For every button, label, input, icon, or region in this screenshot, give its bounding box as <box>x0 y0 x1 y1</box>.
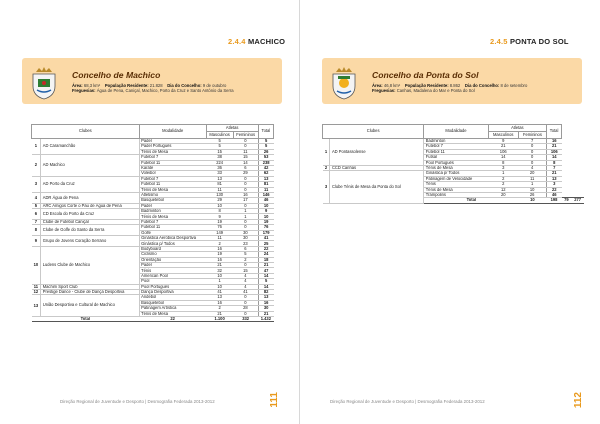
female-count: 20 <box>518 171 546 176</box>
male-count: 19 <box>206 252 233 257</box>
modality: Futebol 7 <box>424 144 488 149</box>
modality: Padel <box>139 203 206 208</box>
row-total: 42 <box>258 165 273 170</box>
area-value: 46,8 km² <box>383 83 401 88</box>
modality: Futebol 7 <box>139 219 206 224</box>
male-count: 19 <box>206 219 233 224</box>
row-total: 5 <box>258 139 273 144</box>
parishes-value: Água de Pena, Caniçal, Machico, Porto da Cruz e Santo António da Serra <box>96 88 234 94</box>
male-count: 10 <box>206 273 233 278</box>
club-name: AD Machico <box>41 155 139 177</box>
page-footer: Direção Regional de Juventude e Desporto | Desmografia Federada 2013-2012 <box>60 399 215 404</box>
male-count: 1 <box>206 279 233 284</box>
row-total: 106 <box>547 149 562 154</box>
col-femininos: Femininos <box>518 132 546 139</box>
row-total: 3 <box>547 182 562 187</box>
area-label: Área: <box>372 83 383 88</box>
total-label: Total <box>32 316 140 321</box>
female-count: 6 <box>233 165 258 170</box>
row-total: 10 <box>258 214 273 219</box>
female-count: 0 <box>518 160 546 165</box>
female-count: 4 <box>233 279 258 284</box>
row-total: 25 <box>258 241 273 246</box>
modality: Trampolins <box>424 192 488 197</box>
club-name: CD Escola do Porto da Cruz <box>41 209 139 220</box>
row-total: 81 <box>258 182 273 187</box>
total-row <box>32 316 274 321</box>
row-total: 19 <box>258 219 273 224</box>
col-masculinos: Masculinos <box>206 132 233 139</box>
male-count: 21 <box>206 311 233 316</box>
row-total: 16 <box>258 300 273 305</box>
female-count: 26 <box>518 192 546 197</box>
male-count: 33 <box>206 171 233 176</box>
population-value: 8.862 <box>449 83 461 88</box>
municipality-info <box>372 83 577 93</box>
club-name: AD Pontassolense <box>330 139 424 166</box>
club-name: AD Porto da Cruz <box>41 176 139 192</box>
modality: Futebol 11 <box>139 182 206 187</box>
row-total: 14 <box>258 284 273 289</box>
female-count: 1 <box>233 214 258 219</box>
female-count: 16 <box>233 192 258 197</box>
col-atletas: Atletas <box>206 125 258 132</box>
banner-title: Concelho de Machico <box>72 70 161 80</box>
male-count: 16 <box>206 246 233 251</box>
female-count: 11 <box>518 176 546 181</box>
male-count: 130 <box>206 192 233 197</box>
female-count: 14 <box>233 160 258 165</box>
row-total: 21 <box>258 263 273 268</box>
female-count: 0 <box>233 263 258 268</box>
modality: Patinagem de Velocidade <box>424 176 488 181</box>
club-name: Clube de Futebol Caniçal <box>41 219 139 224</box>
col-clubes: Clubes <box>323 125 424 139</box>
modality: Ténis de Mesa <box>424 187 488 192</box>
total-label: Total <box>424 198 519 203</box>
male-count: 13 <box>206 295 233 300</box>
male-count: 10 <box>206 203 233 208</box>
total-female: 79 <box>562 198 572 203</box>
modality: Orientação <box>139 257 206 262</box>
clubs-table <box>31 124 274 322</box>
modality: Ciclismo <box>139 252 206 257</box>
club-number: 4 <box>32 192 41 203</box>
male-count: 2 <box>488 176 518 181</box>
page-number: 111 <box>269 392 280 408</box>
total-clubs: 22 <box>139 316 206 321</box>
modality: Basquetebol <box>139 300 206 305</box>
col-atletas: Atletas <box>488 125 546 132</box>
male-count: 5 <box>206 144 233 149</box>
row-total: 24 <box>258 252 273 257</box>
day-value: 8 de setembro <box>500 83 528 88</box>
male-count: 15 <box>206 149 233 154</box>
modality: Voleibol <box>139 171 206 176</box>
page-ponta-do-sol <box>300 0 600 424</box>
male-count: 11 <box>206 236 233 241</box>
total-clubs: 10 <box>518 198 546 203</box>
male-count: 224 <box>206 160 233 165</box>
row-total: 10 <box>258 203 273 208</box>
female-count: 0 <box>233 187 258 192</box>
row-total: 14 <box>547 155 562 160</box>
female-count: 23 <box>233 241 258 246</box>
row-total: 21 <box>258 311 273 316</box>
female-count: 0 <box>518 149 546 154</box>
club-name: Clube Ténis de Mesa da Ponta do Sol <box>330 171 424 203</box>
row-total: 21 <box>547 144 562 149</box>
row-total: 47 <box>258 268 273 273</box>
female-count: 15 <box>233 155 258 160</box>
banner-title: Concelho da Ponta do Sol <box>372 70 479 80</box>
modality: Atletismo <box>139 192 206 197</box>
club-name: União Desportiva e Cultural de Machico <box>41 295 139 317</box>
female-count: 0 <box>233 144 258 149</box>
female-count: 0 <box>233 139 258 144</box>
female-count: 0 <box>518 155 546 160</box>
club-number: 8 <box>32 225 41 236</box>
male-count: 29 <box>206 198 233 203</box>
row-total: 5 <box>258 279 273 284</box>
section-name: MACHICO <box>247 37 286 46</box>
municipality-info <box>72 83 277 93</box>
row-total: 26 <box>258 149 273 154</box>
clubs-table <box>322 124 584 204</box>
club-number: 3 <box>32 176 41 192</box>
female-count: 0 <box>233 219 258 224</box>
section-number: 2.4.5 <box>490 37 508 46</box>
modality: Basquetebol <box>139 198 206 203</box>
male-count: 76 <box>206 225 233 230</box>
club-number: 1 <box>323 139 330 166</box>
modality: Pool Português <box>424 160 488 165</box>
municipality-banner <box>22 58 282 104</box>
club-number: 12 <box>32 289 41 294</box>
row-total: 22 <box>258 246 273 251</box>
modality: Ténis de Mesa <box>139 311 206 316</box>
modality: Futsal <box>424 155 488 160</box>
male-count: 149 <box>206 230 233 235</box>
col-total: Total <box>547 125 562 139</box>
club-name: CCD Canhas <box>330 165 424 170</box>
modality: Badminton <box>139 209 206 214</box>
population-value: 21.828 <box>149 83 163 88</box>
club-name: Prestige Dance - Clube de Dança Desportiva <box>41 289 139 294</box>
modality: Ténis de Mesa <box>424 165 488 170</box>
modality: Pool <box>139 279 206 284</box>
male-count: 81 <box>206 182 233 187</box>
section-title <box>228 37 285 46</box>
row-total: 41 <box>258 236 273 241</box>
female-count: 41 <box>233 289 258 294</box>
modality: American Pool <box>139 273 206 278</box>
modality: Padel <box>139 263 206 268</box>
male-count: 32 <box>206 268 233 273</box>
modality: Dança Desportiva <box>139 289 206 294</box>
female-count: 15 <box>233 268 258 273</box>
club-name: Ludens Clube de Machico <box>41 246 139 284</box>
row-total: 238 <box>258 160 273 165</box>
modality: Futebol 11 <box>139 160 206 165</box>
male-count: 21 <box>488 144 518 149</box>
total-male: 198 <box>547 198 562 203</box>
row-total: 53 <box>258 155 273 160</box>
club-number: 3 <box>323 171 330 203</box>
row-total: 13 <box>547 176 562 181</box>
female-count: 30 <box>233 230 258 235</box>
female-count: 4 <box>518 165 546 170</box>
row-total: 14 <box>258 273 273 278</box>
female-count: 1 <box>518 182 546 187</box>
modality: Padel <box>139 139 206 144</box>
female-count: 29 <box>233 171 258 176</box>
female-count: 1 <box>233 209 258 214</box>
male-count: 5 <box>206 139 233 144</box>
male-count: 9 <box>488 139 518 144</box>
row-total: 30 <box>258 306 273 311</box>
grand-total: 1.432 <box>258 316 273 321</box>
col-femininos: Femininos <box>233 132 258 139</box>
day-label: Dia do Concelho: <box>167 83 202 88</box>
male-count: 8 <box>206 209 233 214</box>
modality: Ténis de Mesa <box>139 214 206 219</box>
male-count: 13 <box>206 176 233 181</box>
row-total: 13 <box>258 176 273 181</box>
row-total: 146 <box>258 192 273 197</box>
modality: Futebol 11 <box>424 149 488 154</box>
male-count: 12 <box>488 187 518 192</box>
modality: Andebol <box>139 295 206 300</box>
club-number: 7 <box>32 219 41 224</box>
col-modalidade: Modalidade <box>139 125 206 139</box>
club-name: Clube de Golfe do Santo da Serra <box>41 225 139 236</box>
club-number: 6 <box>32 209 41 220</box>
club-number: 2 <box>32 155 41 177</box>
day-label: Dia do Concelho: <box>464 83 500 88</box>
male-count: 36 <box>206 165 233 170</box>
row-total: 13 <box>258 295 273 300</box>
row-total: 46 <box>547 192 562 197</box>
row-total: 9 <box>258 209 273 214</box>
population-label: População Residente: <box>104 83 149 88</box>
female-count: 17 <box>233 198 258 203</box>
female-count: 11 <box>233 149 258 154</box>
male-count: 21 <box>206 263 233 268</box>
club-name: Grupo de Jovens Coração Serrano <box>41 236 139 247</box>
parishes-value: Canhas, Madalena do Mar e Ponta do Sol <box>396 88 475 94</box>
total-female: 332 <box>233 316 258 321</box>
modality: Ténis <box>424 182 488 187</box>
male-count: 38 <box>206 155 233 160</box>
male-count: 8 <box>488 160 518 165</box>
male-count: 20 <box>488 192 518 197</box>
modality: Pool Português <box>139 284 206 289</box>
row-total: 62 <box>258 171 273 176</box>
female-count: 0 <box>233 225 258 230</box>
total-male: 1.100 <box>206 316 233 321</box>
row-total: 18 <box>258 257 273 262</box>
female-count: 7 <box>518 139 546 144</box>
female-count: 0 <box>233 203 258 208</box>
modality: Karaté <box>139 165 206 170</box>
modality: Ténis de Mesa <box>139 187 206 192</box>
coat-of-arms-icon <box>328 66 360 100</box>
club-number: 11 <box>32 284 41 289</box>
male-count: 16 <box>206 257 233 262</box>
modality: Futebol 7 <box>139 155 206 160</box>
male-count: 16 <box>206 300 233 305</box>
parishes-label: Freguesias: <box>372 88 396 94</box>
club-name: ADR Água de Pena <box>41 192 139 203</box>
row-total: 179 <box>258 230 273 235</box>
modality: Ténis de Mesa <box>139 149 206 154</box>
male-count: 3 <box>488 165 518 170</box>
modality: Ginástica p/ Todos <box>424 171 488 176</box>
female-count: 0 <box>233 295 258 300</box>
female-count: 0 <box>233 300 258 305</box>
modality: Futebol 7 <box>139 176 206 181</box>
female-count: 4 <box>233 284 258 289</box>
section-number: 2.4.4 <box>228 37 246 46</box>
grand-total: 277 <box>571 198 584 203</box>
page-footer: Direção Regional de Juventude e Desporto | Desmografia Federada 2013-2012 <box>330 399 485 404</box>
row-total: 21 <box>547 171 562 176</box>
male-count: 2 <box>206 241 233 246</box>
row-total: 5 <box>258 144 273 149</box>
parishes-label: Freguesias: <box>72 88 96 94</box>
area-value: 68,3 km² <box>83 83 101 88</box>
area-label: Área: <box>72 83 83 88</box>
female-count: 10 <box>518 187 546 192</box>
female-count: 0 <box>233 182 258 187</box>
male-count: 2 <box>206 306 233 311</box>
modality: Ginástica Aeróbica Desportiva <box>139 236 206 241</box>
female-count: 2 <box>233 257 258 262</box>
row-total: 16 <box>547 139 562 144</box>
club-name: ARC Amigos Corte o Pau de Água de Pena <box>41 203 139 208</box>
male-count: 41 <box>206 289 233 294</box>
modality: Patinagem Artística <box>139 306 206 311</box>
club-number: 2 <box>323 165 330 170</box>
female-count: 30 <box>233 236 258 241</box>
section-title <box>490 37 569 46</box>
population-label: População Residente: <box>404 83 449 88</box>
municipality-banner <box>322 58 582 104</box>
row-total: 11 <box>258 187 273 192</box>
female-count: 0 <box>233 176 258 181</box>
coat-of-arms-icon <box>28 66 60 100</box>
row-total: 76 <box>258 225 273 230</box>
col-masculinos: Masculinos <box>488 132 518 139</box>
female-count: 5 <box>233 252 258 257</box>
col-modalidade: Modalidade <box>424 125 488 139</box>
col-total: Total <box>258 125 273 139</box>
male-count: 1 <box>488 171 518 176</box>
club-number: 1 <box>32 139 41 155</box>
modality: Ténis <box>139 268 206 273</box>
club-name: AD Caramanchão <box>41 139 139 155</box>
page-number: 112 <box>573 392 584 409</box>
col-clubes: Clubes <box>32 125 140 139</box>
modality: Golfe <box>139 230 206 235</box>
female-count: 0 <box>233 311 258 316</box>
female-count: 28 <box>233 306 258 311</box>
female-count: 0 <box>518 144 546 149</box>
modality: Badminton <box>424 139 488 144</box>
male-count: 11 <box>206 187 233 192</box>
club-number: 13 <box>32 295 41 317</box>
male-count: 10 <box>206 284 233 289</box>
club-number: 10 <box>32 246 41 284</box>
male-count: 2 <box>488 182 518 187</box>
male-count: 9 <box>206 214 233 219</box>
club-number: 5 <box>32 203 41 208</box>
club-name: Machim Sport Club <box>41 284 139 289</box>
male-count: 106 <box>488 149 518 154</box>
club-number: 9 <box>32 236 41 247</box>
day-value: 9 de outubro <box>202 83 227 88</box>
row-total: 46 <box>258 198 273 203</box>
row-total: 7 <box>547 165 562 170</box>
female-count: 4 <box>233 273 258 278</box>
row-total: 82 <box>258 289 273 294</box>
row-total: 22 <box>547 187 562 192</box>
modality: Futebol 11 <box>139 225 206 230</box>
modality: Ginástica p/ Todos <box>139 241 206 246</box>
modality: Padel Português <box>139 144 206 149</box>
row-total: 8 <box>547 160 562 165</box>
section-name: PONTA DO SOL <box>509 37 569 46</box>
modality: Bodyboard <box>139 246 206 251</box>
female-count: 6 <box>233 246 258 251</box>
male-count: 14 <box>488 155 518 160</box>
